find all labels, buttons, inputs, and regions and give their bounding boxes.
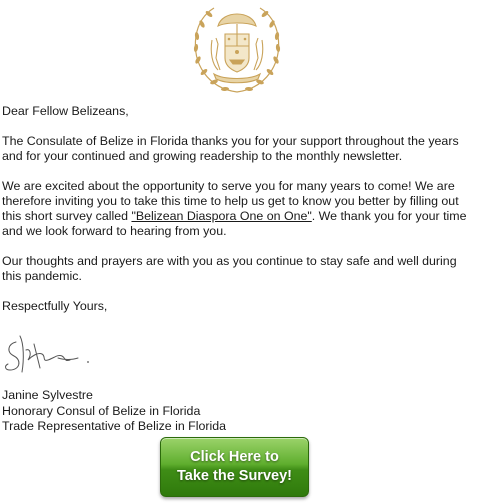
survey-button-line1: Click Here to xyxy=(190,449,279,465)
paragraph-pandemic: Our thoughts and prayers are with you as you continue to stay safe and well during this pandemic. xyxy=(2,254,457,283)
take-survey-button[interactable] xyxy=(160,437,309,497)
paragraph-thanks: The Consulate of Belize in Florida thanks you for your support throughout the years and for your continued and growing readership to the monthly newsletter. xyxy=(2,134,459,163)
newsletter-letter-body xyxy=(2,104,476,329)
signer-name: Janine Sylvestre xyxy=(2,388,93,402)
paragraph-survey-intro: We are excited about the opportunity to serve you for many years to come! We are therefore inviting you to take this time to help us get to know you better by filling out this short survey called xyxy=(2,179,459,223)
paragraph-survey-invite xyxy=(2,179,476,239)
greeting: Dear Fellow Belizeans, xyxy=(2,104,129,118)
survey-link[interactable]: "Belizean Diaspora One on One" xyxy=(131,209,312,223)
signer-title-trade: Trade Representative of Belize in Florida xyxy=(2,419,227,433)
closing: Respectfully Yours, xyxy=(2,299,108,313)
signer-title-consul: Honorary Consul of Belize in Florida xyxy=(2,403,201,418)
paragraph-survey-outro: . We thank you for your time and we look forward to hearing from you. xyxy=(2,209,467,238)
handwritten-signature-icon xyxy=(2,330,94,378)
survey-button-line2: Take the Survey! xyxy=(177,468,292,484)
signer-block xyxy=(2,388,472,435)
belize-seal-logo xyxy=(188,0,286,96)
